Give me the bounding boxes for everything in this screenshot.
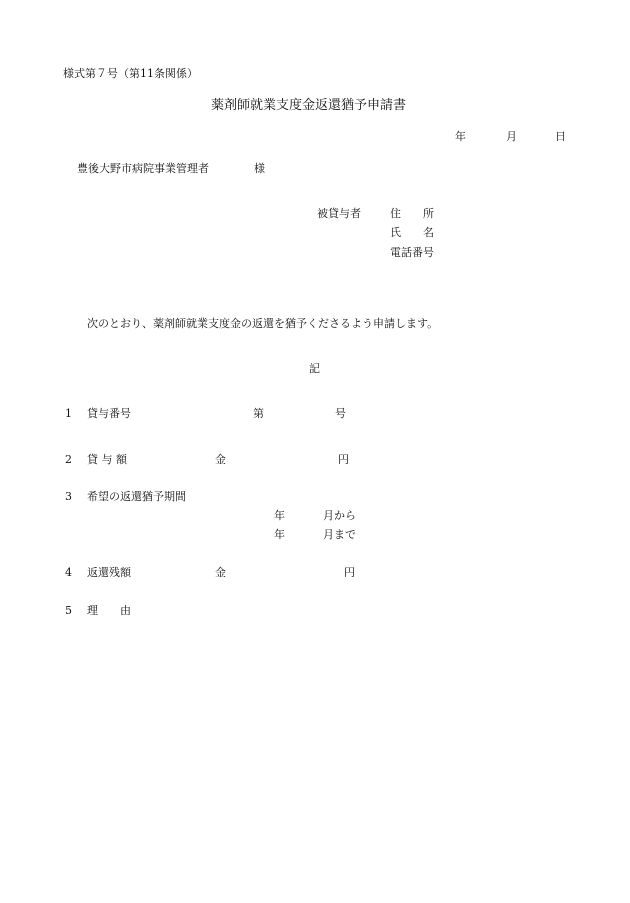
period-to-year: 年: [274, 528, 285, 541]
borrower-name-label: 氏 名: [390, 226, 434, 239]
item-number: 4: [65, 566, 72, 579]
borrower-phone-label: 電話番号: [390, 246, 434, 259]
item-prefix: 金: [215, 453, 226, 466]
application-statement: 次のとおり、薬剤師就業支度金の返還を猶予くださるよう申請します。: [87, 317, 439, 330]
item-prefix: 第: [253, 407, 264, 420]
item-prefix: 金: [215, 566, 226, 579]
item-number: 1: [65, 407, 72, 420]
item-suffix: 円: [338, 453, 349, 466]
document-title: 薬剤師就業支度金返還猶予申請書: [211, 98, 407, 113]
item-number: 5: [65, 604, 72, 617]
form-number: 様式第７号（第11条関係）: [63, 67, 198, 80]
item-label: 理 由: [87, 604, 131, 617]
item-suffix: 号: [335, 407, 346, 420]
date-month-label: 月: [506, 130, 517, 143]
date-year-label: 年: [455, 130, 466, 143]
item-number: 2: [65, 453, 72, 466]
borrower-address-label: 住 所: [390, 207, 434, 220]
addressee-honorific: 様: [254, 162, 265, 175]
item-label: 貸与番号: [87, 407, 131, 420]
item-number: 3: [65, 490, 72, 503]
item-label: 返還残額: [87, 566, 131, 579]
borrower-label: 被貸与者: [317, 207, 361, 220]
period-from-year: 年: [274, 509, 285, 522]
item-label: 希望の返還猶予期間: [87, 490, 186, 503]
item-suffix: 円: [344, 566, 355, 579]
period-to-month: 月まで: [323, 528, 356, 541]
date-day-label: 日: [555, 130, 566, 143]
addressee-name: 豊後大野市病院事業管理者: [77, 162, 209, 175]
item-label: 貸 与 額: [87, 453, 127, 466]
ki-heading: 記: [309, 362, 320, 375]
period-from-month: 月から: [323, 509, 356, 522]
